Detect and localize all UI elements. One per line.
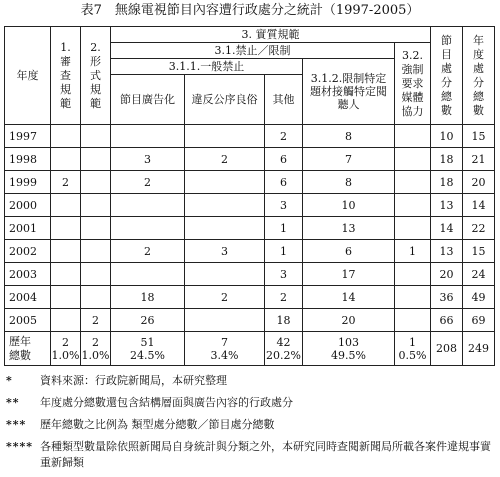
header-restriction-specific: 3.1.2.限制特定題材接觸特定閱聽人 [303, 59, 395, 125]
cell-cooperation [395, 125, 431, 148]
cell-form [81, 217, 111, 240]
total-public-order: 7 3.4% [185, 332, 265, 366]
cell-commercialization: 2 [111, 171, 185, 194]
cell-program-total: 14 [431, 217, 463, 240]
cell-other: 1 [265, 240, 303, 263]
header-program-total: 節目處分總數 [431, 27, 463, 125]
cell-yearly-total: 21 [463, 148, 495, 171]
cell-public-order: 2 [185, 286, 265, 309]
cell-public-order [185, 263, 265, 286]
header-other: 其他 [265, 75, 303, 125]
cell-program-total: 66 [431, 309, 463, 332]
header-prohibition: 3.1.禁止／限制 [111, 43, 395, 59]
cell-program-total: 36 [431, 286, 463, 309]
cell-commercialization: 3 [111, 148, 185, 171]
header-general-prohibition: 3.1.1.一般禁止 [111, 59, 303, 75]
header-mandatory-cooperation: 3.2.強制要求媒體協力 [395, 43, 431, 125]
cell-other: 6 [265, 148, 303, 171]
cell-review: 2 [51, 171, 81, 194]
statistics-table [4, 26, 495, 366]
table-row [5, 148, 495, 171]
table-row [5, 309, 495, 332]
footnote-text: 歷年總數之比例為 類型處分總數／節目處分總數 [40, 418, 275, 431]
cell-year: 2001 [5, 217, 51, 240]
cell-review [51, 309, 81, 332]
cell-year: 1997 [5, 125, 51, 148]
footnote-marker: *** [6, 418, 27, 431]
cell-other: 2 [265, 286, 303, 309]
cell-public-order: 3 [185, 240, 265, 263]
footnote [2, 417, 498, 433]
totals-row [5, 332, 495, 366]
cell-program-total: 18 [431, 148, 463, 171]
header-review-norms: 1.審查規範 [51, 27, 81, 125]
cell-yearly-total: 14 [463, 194, 495, 217]
total-yearly: 249 [463, 332, 495, 366]
cell-cooperation [395, 309, 431, 332]
cell-restriction: 8 [303, 171, 395, 194]
cell-commercialization: 18 [111, 286, 185, 309]
cell-public-order: 2 [185, 148, 265, 171]
cell-other: 3 [265, 263, 303, 286]
header-program-commercialization: 節目廣告化 [111, 75, 185, 125]
table-row [5, 194, 495, 217]
table-row [5, 171, 495, 194]
cell-form [81, 263, 111, 286]
table-row [5, 240, 495, 263]
cell-year: 2004 [5, 286, 51, 309]
footnote-marker: ** [6, 396, 20, 409]
cell-year: 2005 [5, 309, 51, 332]
cell-restriction: 6 [303, 240, 395, 263]
footnotes [2, 373, 498, 477]
table-row [5, 286, 495, 309]
cell-public-order [185, 309, 265, 332]
cell-yearly-total: 15 [463, 240, 495, 263]
footnote [2, 373, 498, 389]
cell-form [81, 286, 111, 309]
footnote-marker: * [6, 374, 13, 387]
cell-commercialization [111, 217, 185, 240]
cell-year: 2003 [5, 263, 51, 286]
total-form: 2 1.0% [81, 332, 111, 366]
cell-yearly-total: 15 [463, 125, 495, 148]
cell-program-total: 10 [431, 125, 463, 148]
cell-restriction: 14 [303, 286, 395, 309]
cell-yearly-total: 24 [463, 263, 495, 286]
cell-other: 3 [265, 194, 303, 217]
cell-form [81, 240, 111, 263]
cell-cooperation [395, 194, 431, 217]
cell-commercialization [111, 194, 185, 217]
cell-restriction: 13 [303, 217, 395, 240]
cell-yearly-total: 20 [463, 171, 495, 194]
footnote-marker: **** [6, 440, 34, 453]
cell-form: 2 [81, 309, 111, 332]
cell-cooperation: 1 [395, 240, 431, 263]
header-year: 年度 [5, 27, 51, 125]
cell-other: 18 [265, 309, 303, 332]
cell-form [81, 125, 111, 148]
cell-year: 1999 [5, 171, 51, 194]
table-row [5, 217, 495, 240]
total-restriction: 103 49.5% [303, 332, 395, 366]
table-row [5, 263, 495, 286]
cell-program-total: 20 [431, 263, 463, 286]
cell-form [81, 194, 111, 217]
totals-label: 歷年總數 [5, 332, 51, 366]
cell-public-order [185, 194, 265, 217]
total-cooperation: 1 0.5% [395, 332, 431, 366]
total-other: 42 20.2% [265, 332, 303, 366]
footnote [2, 395, 498, 411]
header-public-order: 違反公序良俗 [185, 75, 265, 125]
footnote-text: 各種類型數量除依照新聞局自身統計與分類之外，本研究同時查閱新聞局所載各案件違規事實重新歸類 [40, 440, 491, 469]
cell-yearly-total: 69 [463, 309, 495, 332]
cell-commercialization [111, 125, 185, 148]
cell-restriction: 17 [303, 263, 395, 286]
cell-other: 6 [265, 171, 303, 194]
cell-restriction: 20 [303, 309, 395, 332]
cell-review [51, 286, 81, 309]
cell-year: 2000 [5, 194, 51, 217]
footnote-text: 年度處分總數還包含結構層面與廣告內容的行政處分 [40, 396, 293, 409]
table-caption: 表7 無線電視節目內容遭行政處分之統計（1997-2005） [80, 3, 420, 18]
cell-public-order [185, 171, 265, 194]
cell-restriction: 7 [303, 148, 395, 171]
cell-other: 2 [265, 125, 303, 148]
total-program: 208 [431, 332, 463, 366]
cell-cooperation [395, 217, 431, 240]
cell-form [81, 171, 111, 194]
cell-public-order [185, 125, 265, 148]
total-commercialization: 51 24.5% [111, 332, 185, 366]
header-form-norms: 2.形式規範 [81, 27, 111, 125]
cell-yearly-total: 22 [463, 217, 495, 240]
cell-review [51, 194, 81, 217]
cell-commercialization [111, 263, 185, 286]
cell-cooperation [395, 263, 431, 286]
total-review: 2 1.0% [51, 332, 81, 366]
cell-review [51, 125, 81, 148]
cell-review [51, 240, 81, 263]
cell-restriction: 10 [303, 194, 395, 217]
cell-commercialization: 2 [111, 240, 185, 263]
cell-program-total: 13 [431, 240, 463, 263]
cell-review [51, 148, 81, 171]
cell-form [81, 148, 111, 171]
header-substantive-norms: 3. 實質規範 [111, 27, 431, 43]
cell-review [51, 263, 81, 286]
table-row [5, 125, 495, 148]
cell-public-order [185, 217, 265, 240]
cell-yearly-total: 49 [463, 286, 495, 309]
cell-cooperation [395, 148, 431, 171]
cell-commercialization: 26 [111, 309, 185, 332]
cell-other: 1 [265, 217, 303, 240]
cell-restriction: 8 [303, 125, 395, 148]
cell-cooperation [395, 171, 431, 194]
cell-year: 1998 [5, 148, 51, 171]
header-yearly-total: 年度處分總數 [463, 27, 495, 125]
cell-year: 2002 [5, 240, 51, 263]
cell-cooperation [395, 286, 431, 309]
cell-program-total: 13 [431, 194, 463, 217]
footnote-text: 資料來源：行政院新聞局，本研究整理 [40, 374, 227, 387]
cell-program-total: 18 [431, 171, 463, 194]
footnote [2, 439, 498, 471]
cell-review [51, 217, 81, 240]
